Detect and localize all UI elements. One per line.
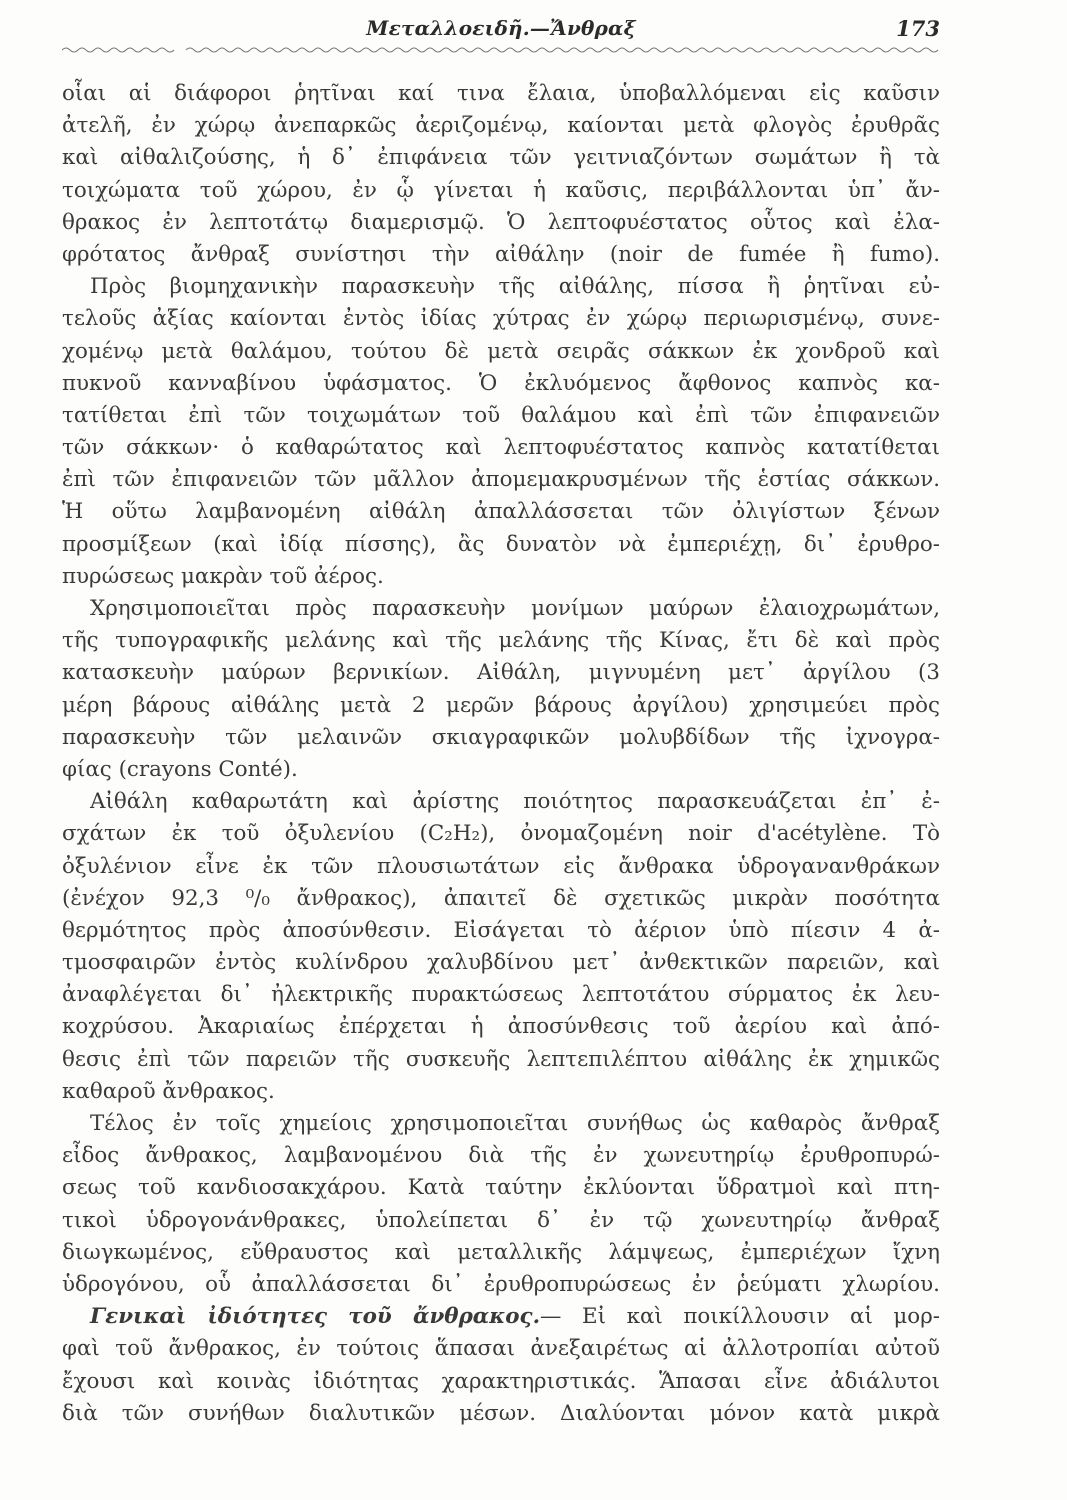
page-header <box>62 16 940 46</box>
text-line: σεως τοῦ κανδιοσακχάρου. Κατὰ ταύτην ἐκλύονται ὕδρατμοὶ καὶ πτη- <box>62 1175 940 1201</box>
header-rule-ornament <box>62 44 940 56</box>
section-heading: Γενικαὶ ἰδιότητες τοῦ ἄνθρακος. <box>90 1304 541 1330</box>
text-line: προσμίξεων (καὶ ἰδίᾳ πίσσης), ἂς δυνατὸν νὰ ἐμπεριέχῃ, δι᾽ ἐρυθρο- <box>62 531 940 557</box>
text-line: ἔχουσι καὶ κοινὰς ἰδιότητας χαρακτηριστικάς. Ἅπασαι εἶνε ἀδιάλυτοι <box>62 1368 940 1394</box>
text-line: τοιχώματα τοῦ χώρου, ἐν ᾧ γίνεται ἡ καῦσις, περιβάλλονται ὑπ᾽ ἄν- <box>62 177 940 203</box>
text-line: Αἰθάλη καθαρωτάτη καὶ ἀρίστης ποιότητος παρασκευάζεται ἐπ᾽ ἐ- <box>90 789 940 815</box>
running-title: Μεταλλοειδῆ.—Ἄνθραξ <box>366 16 636 40</box>
text-line: καθαροῦ ἄνθρακος. <box>62 1078 275 1104</box>
text-line: Πρὸς βιομηχανικὴν παρασκευὴν τῆς αἰθάλης, πίσσα ἢ ῥητῖναι εὐ- <box>90 274 940 300</box>
text-line: διὰ τῶν συνήθων διαλυτικῶν μέσων. Διαλύονται μόνον κατὰ μικρὰ <box>62 1400 940 1426</box>
text-line: παρασκευὴν τῶν μελαινῶν σκιαγραφικῶν μολυβδίδων τῆς ἰχνογρα- <box>62 724 940 750</box>
text-line: διωγκωμένος, εὔθραυστος καὶ μεταλλικῆς λάμψεως, ἐμπεριέχων ἴχνη <box>62 1239 940 1265</box>
text-line: Τέλος ἐν τοῖς χημείοις χρησιμοποιεῖται συνήθως ὡς καθαρὸς ἄνθραξ <box>90 1111 940 1136</box>
text-line: καὶ αἰθαλιζούσης, ἡ δ᾽ ἐπιφάνεια τῶν γειτνιαζόντων σωμάτων ἢ τὰ <box>62 145 940 171</box>
text-line: φαὶ τοῦ ἄνθρακος, ἐν τούτοις ἅπασαι ἀνεξαιρέτως αἱ ἀλλοτροπίαι αὐτοῦ <box>62 1336 940 1362</box>
text-line: πυκνοῦ κανναβίνου ὑφάσματος. Ὁ ἐκλυόμενος ἄφθονος καπνὸς κα- <box>62 370 940 396</box>
text-run: — Εἰ καὶ ποικίλλουσιν αἱ μορ- <box>540 1304 940 1330</box>
text-line: τατίθεται ἐπὶ τῶν τοιχωμάτων τοῦ θαλάμου καὶ ἐπὶ τῶν ἐπιφανειῶν <box>62 402 940 428</box>
section-heading-line <box>62 1301 940 1333</box>
main-text <box>62 78 940 1430</box>
text-line: χομένῳ μετὰ θαλάμου, τούτου δὲ μετὰ σειρᾶς σάκκων ἐκ χονδροῦ καὶ <box>62 338 940 364</box>
text-line: Χρησιμοποιεῖται πρὸς παρασκευὴν μονίμων μαύρων ἐλαιοχρωμάτων, <box>90 596 940 621</box>
text-line: ἐπὶ τῶν ἐπιφανειῶν τῶν μᾶλλον ἀπομεμακρυσμένων τῆς ἑστίας σάκκων. <box>62 467 940 493</box>
text-line: τμοσφαιρῶν ἐντὸς κυλίνδρου χαλυβδίνου μετ᾽ ἀνθεκτικῶν παρειῶν, καὶ <box>62 950 940 976</box>
text-line: θεσις ἐπὶ τῶν παρειῶν τῆς συσκευῆς λεπτεπιλέπτου αἰθάλης ἐκ χημικῶς <box>62 1046 940 1072</box>
paragraph-4 <box>62 786 940 1108</box>
paragraph-3 <box>62 593 940 786</box>
text-line: εἶδος ἄνθρακος, λαμβανομένου διὰ τῆς ἐν χωνευτηρίῳ ἐρυθροπυρώ- <box>62 1143 940 1169</box>
text-line: (ἐνέχον 92,3 ⁰/₀ ἄνθρακος), ἀπαιτεῖ δὲ σχετικῶς μικρὰν ποσότητα <box>62 885 940 911</box>
paragraph-1 <box>62 78 940 271</box>
text-line: ὀξυλένιον εἶνε ἐκ τῶν πλουσιωτάτων εἰς ἄνθρακα ὑδρογανανθράκων <box>62 853 940 879</box>
text-line: τῶν σάκκων· ὁ καθαρώτατος καὶ λεπτοφυέστατος καπνὸς κατατίθεται <box>62 435 940 461</box>
text-line: κοχρύσου. Ἀκαριαίως ἐπέρχεται ἡ ἀποσύνθεσις τοῦ ἀερίου καὶ ἀπό- <box>62 1014 940 1040</box>
text-line: πυρώσεως μακρὰν τοῦ ἀέρος. <box>62 563 384 589</box>
text-line: τικοὶ ὑδρογονάνθρακες, ὑπολείπεται δ᾽ ἐν τῷ χωνευτηρίῳ ἄνθραξ <box>62 1207 940 1233</box>
page-number: 173 <box>896 16 940 41</box>
text-line: ἀτελῆ, ἐν χώρῳ ἀνεπαρκῶς ἀεριζομένῳ, καίονται μετὰ φλογὸς ἐρυθρᾶς <box>62 113 940 139</box>
text-line: μέρη βάρους αἰθάλης μετὰ 2 μερῶν βάρους ἀργίλου) χρησιμεύει πρὸς <box>62 692 940 718</box>
text-line: θερμότητος πρὸς ἀποσύνθεσιν. Εἰσάγεται τὸ ἀέριον ὑπὸ πίεσιν 4 ἀ- <box>62 917 940 943</box>
text-line: ἀναφλέγεται δι᾽ ἠλεκτρικῆς πυρακτώσεως λεπτοτάτου σύρματος ἐκ λευ- <box>62 982 940 1008</box>
text-line: τελοῦς ἀξίας καίονται ἐντὸς ἰδίας χύτρας ἐν χώρῳ περιωρισμένῳ, συνε- <box>62 306 940 332</box>
text-line: θρακος ἐν λεπτοτάτῳ διαμερισμῷ. Ὁ λεπτοφυέστατος οὗτος καὶ ἐλα- <box>62 209 940 235</box>
paragraph-5 <box>62 1108 940 1301</box>
text-line: τῆς τυπογραφικῆς μελάνης καὶ τῆς μελάνης τῆς Κίνας, ἔτι δὲ καὶ πρὸς <box>62 628 940 654</box>
paragraph-2 <box>62 271 940 593</box>
text-line: σχάτων ἐκ τοῦ ὀξυλενίου (C₂H₂), ὀνομαζομένη noir d'acétylène. Τὸ <box>62 821 940 847</box>
paragraph-6 <box>62 1301 940 1430</box>
text-line: φίας (crayons Conté). <box>62 756 298 782</box>
text-line: Ἡ οὕτω λαμβανομένη αἰθάλη ἀπαλλάσσεται τῶν ὀλιγίστων ξένων <box>62 499 940 525</box>
text-line: οἷαι αἱ διάφοροι ῥητῖναι καί τινα ἔλαια, ὑποβαλλόμεναι εἰς καῦσιν <box>62 81 940 106</box>
text-line: φρότατος ἄνθραξ συνίστησι τὴν αἰθάλην (noir de fumée ἢ fumo). <box>62 241 940 267</box>
text-line: κατασκευὴν μαύρων βερνικίων. Αἰθάλη, μιγνυμένη μετ᾽ ἀργίλου (3 <box>62 660 940 686</box>
text-line: ὑδρογόνου, οὗ ἀπαλλάσσεται δι᾽ ἐρυθροπυρώσεως ἐν ῥεύματι χλωρίου. <box>62 1271 940 1297</box>
